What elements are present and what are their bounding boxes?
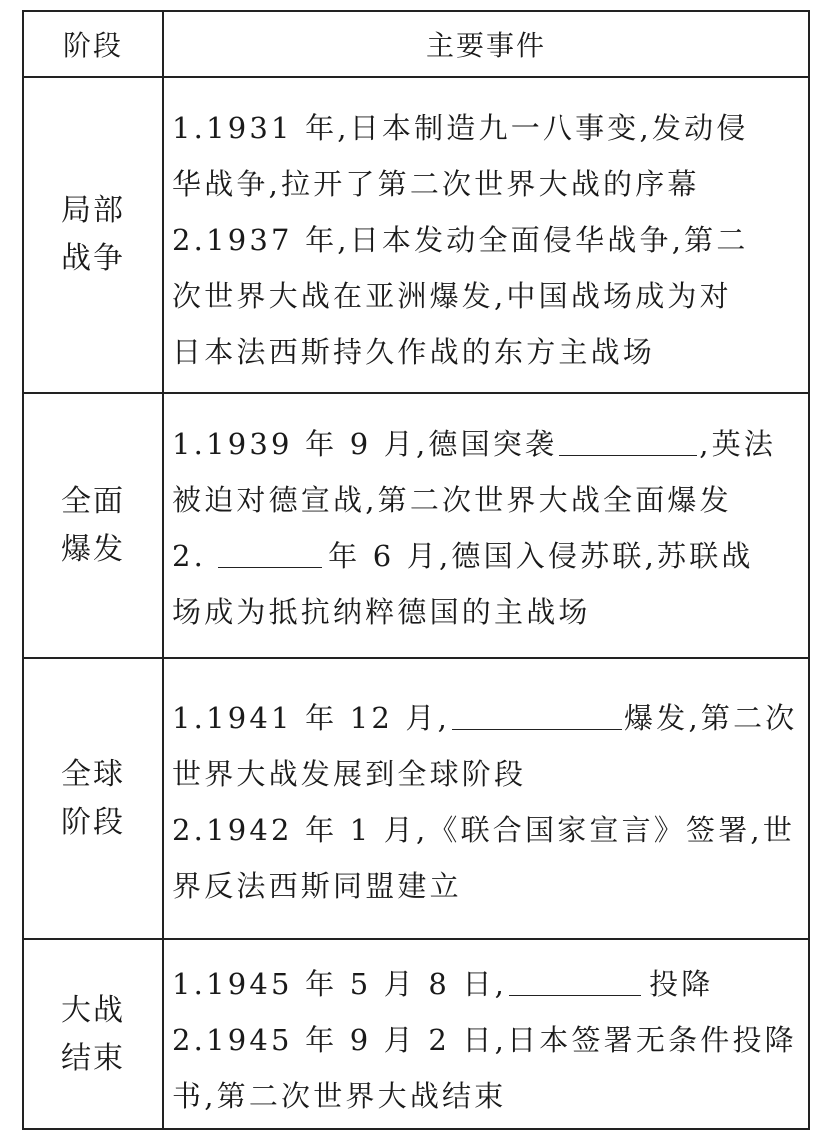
stage-cell [24, 659, 162, 938]
event-line: 场成为抵抗纳粹德国的主战场 [172, 595, 591, 629]
event-line: 日本法西斯持久作战的东方主战场 [172, 335, 656, 369]
header-stage: 阶段 [62, 29, 123, 62]
event-line [172, 956, 802, 1012]
stage-label: 全面 [61, 483, 125, 519]
event-line [172, 528, 802, 584]
event-text: 年 6 月,德国入侵苏联,苏联战 [328, 539, 754, 573]
events-cell [172, 416, 802, 640]
event-line [172, 690, 802, 746]
stage-label: 爆发 [61, 531, 125, 567]
event-line: 书,第二次世界大战结束 [172, 1079, 507, 1113]
event-text: ,英法 [699, 427, 777, 461]
stage-label: 全球 [61, 756, 125, 792]
events-cell [172, 956, 802, 1124]
event-line: 华战争,拉开了第二次世界大战的序幕 [172, 167, 700, 201]
stage-label: 阶段 [61, 804, 125, 840]
answer-blank[interactable] [559, 425, 697, 456]
events-cell [172, 690, 802, 914]
stage-label: 大战 [61, 993, 125, 1028]
event-line: 次世界大战在亚洲爆发,中国战场成为对 [172, 279, 732, 313]
answer-blank[interactable] [218, 537, 322, 568]
event-line: 世界大战发展到全球阶段 [172, 757, 527, 791]
stage-label: 战争 [61, 241, 125, 276]
stage-cell [24, 940, 162, 1130]
event-text: 投降 [649, 967, 714, 1001]
event-line: 2.1942 年 1 月,《联合国家宣言》签署,世 [172, 813, 796, 847]
stage-label: 结束 [61, 1041, 125, 1076]
event-text: 爆发,第二次 [624, 701, 798, 735]
event-line: 2.1937 年,日本发动全面侵华战争,第二 [172, 223, 749, 257]
event-line: 界反法西斯同盟建立 [172, 869, 462, 903]
event-text: 1.1941 年 12 月, [172, 701, 451, 735]
stage-cell [24, 78, 162, 392]
header-events: 主要事件 [425, 29, 546, 62]
event-text: 1.1945 年 5 月 8 日, [172, 967, 508, 1001]
answer-blank[interactable] [452, 699, 622, 730]
event-text: 1.1939 年 9 月,德国突袭 [172, 427, 558, 461]
event-line: 被迫对德宣战,第二次世界大战全面爆发 [172, 483, 732, 517]
answer-blank[interactable] [509, 965, 641, 996]
event-line [172, 416, 802, 472]
stage-cell [24, 394, 162, 657]
stage-label: 局部 [61, 193, 125, 228]
column-divider [162, 10, 164, 1130]
event-text: 2. [172, 539, 207, 573]
event-line: 1.1931 年,日本制造九一八事变,发动侵 [172, 111, 749, 145]
events-cell [172, 100, 802, 380]
event-line: 2.1945 年 9 月 2 日,日本签署无条件投降 [172, 1023, 797, 1057]
